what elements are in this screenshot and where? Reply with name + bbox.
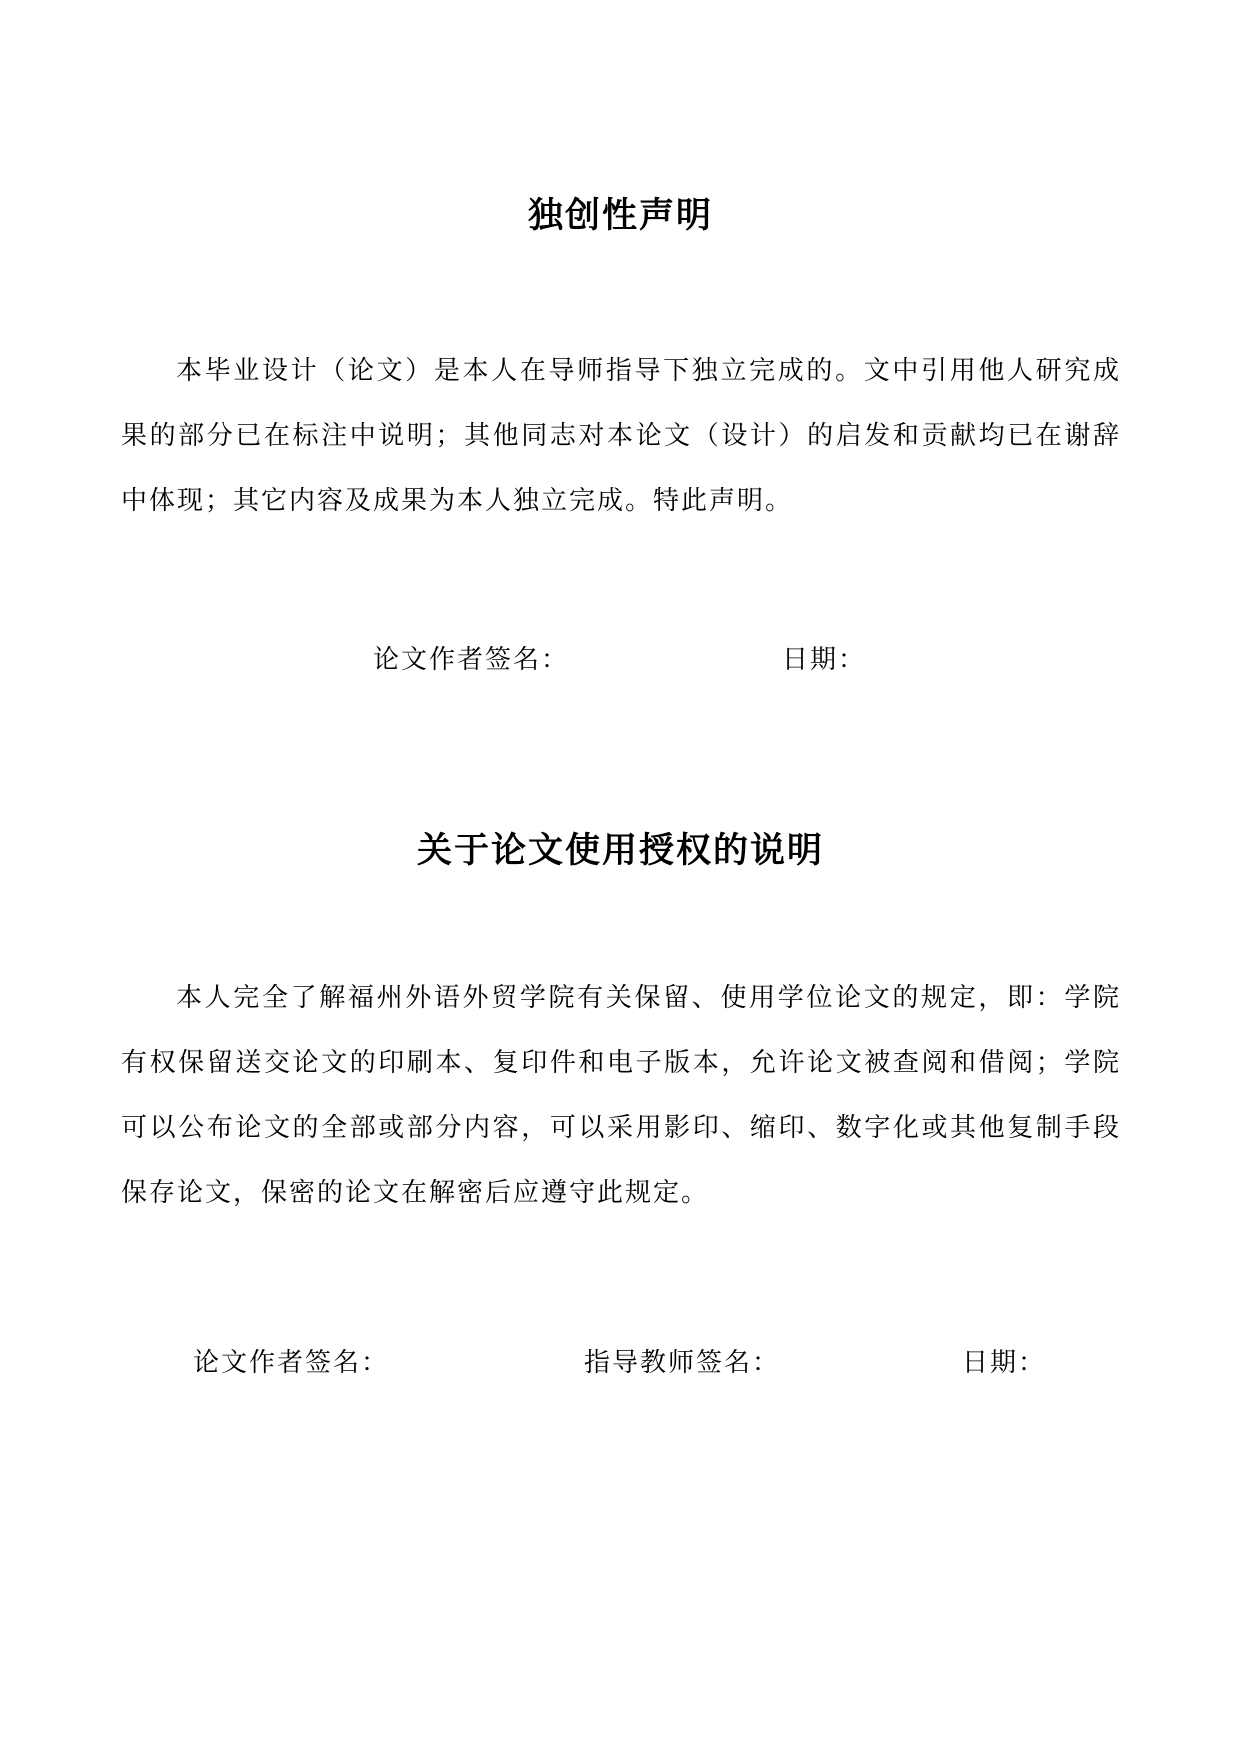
authorization-body: 本人完全了解福州外语外贸学院有关保留、使用学位论文的规定，即：学院有权保留送交论文的印刷本、复印件和电子版本，允许论文被查阅和借阅；学院可以公布论文的全部或部分内容，可以采用影印、缩印、数字化或其他复制手段保存论文，保密的论文在解密后应遵守此规定。 bbox=[121, 983, 1121, 1208]
declaration-date-label: 日期： bbox=[782, 645, 867, 675]
authorization-advisor-signature-label: 指导教师签名： bbox=[584, 1348, 781, 1378]
declaration-author-signature-label: 论文作者签名： bbox=[373, 645, 570, 675]
authorization-title: 关于论文使用授权的说明 bbox=[416, 831, 824, 871]
originality-declaration-body: 本毕业设计（论文）是本人在导师指导下独立完成的。文中引用他人研究成果的部分已在标注中说明；其他同志对本论文（设计）的启发和贡献均已在谢辞中体现；其它内容及成果为本人独立完成。特此声明。 bbox=[121, 356, 1121, 516]
originality-declaration-title: 独创性声明 bbox=[527, 196, 713, 236]
authorization-author-signature-label: 论文作者签名： bbox=[193, 1348, 390, 1378]
authorization-date-label: 日期： bbox=[962, 1348, 1047, 1378]
